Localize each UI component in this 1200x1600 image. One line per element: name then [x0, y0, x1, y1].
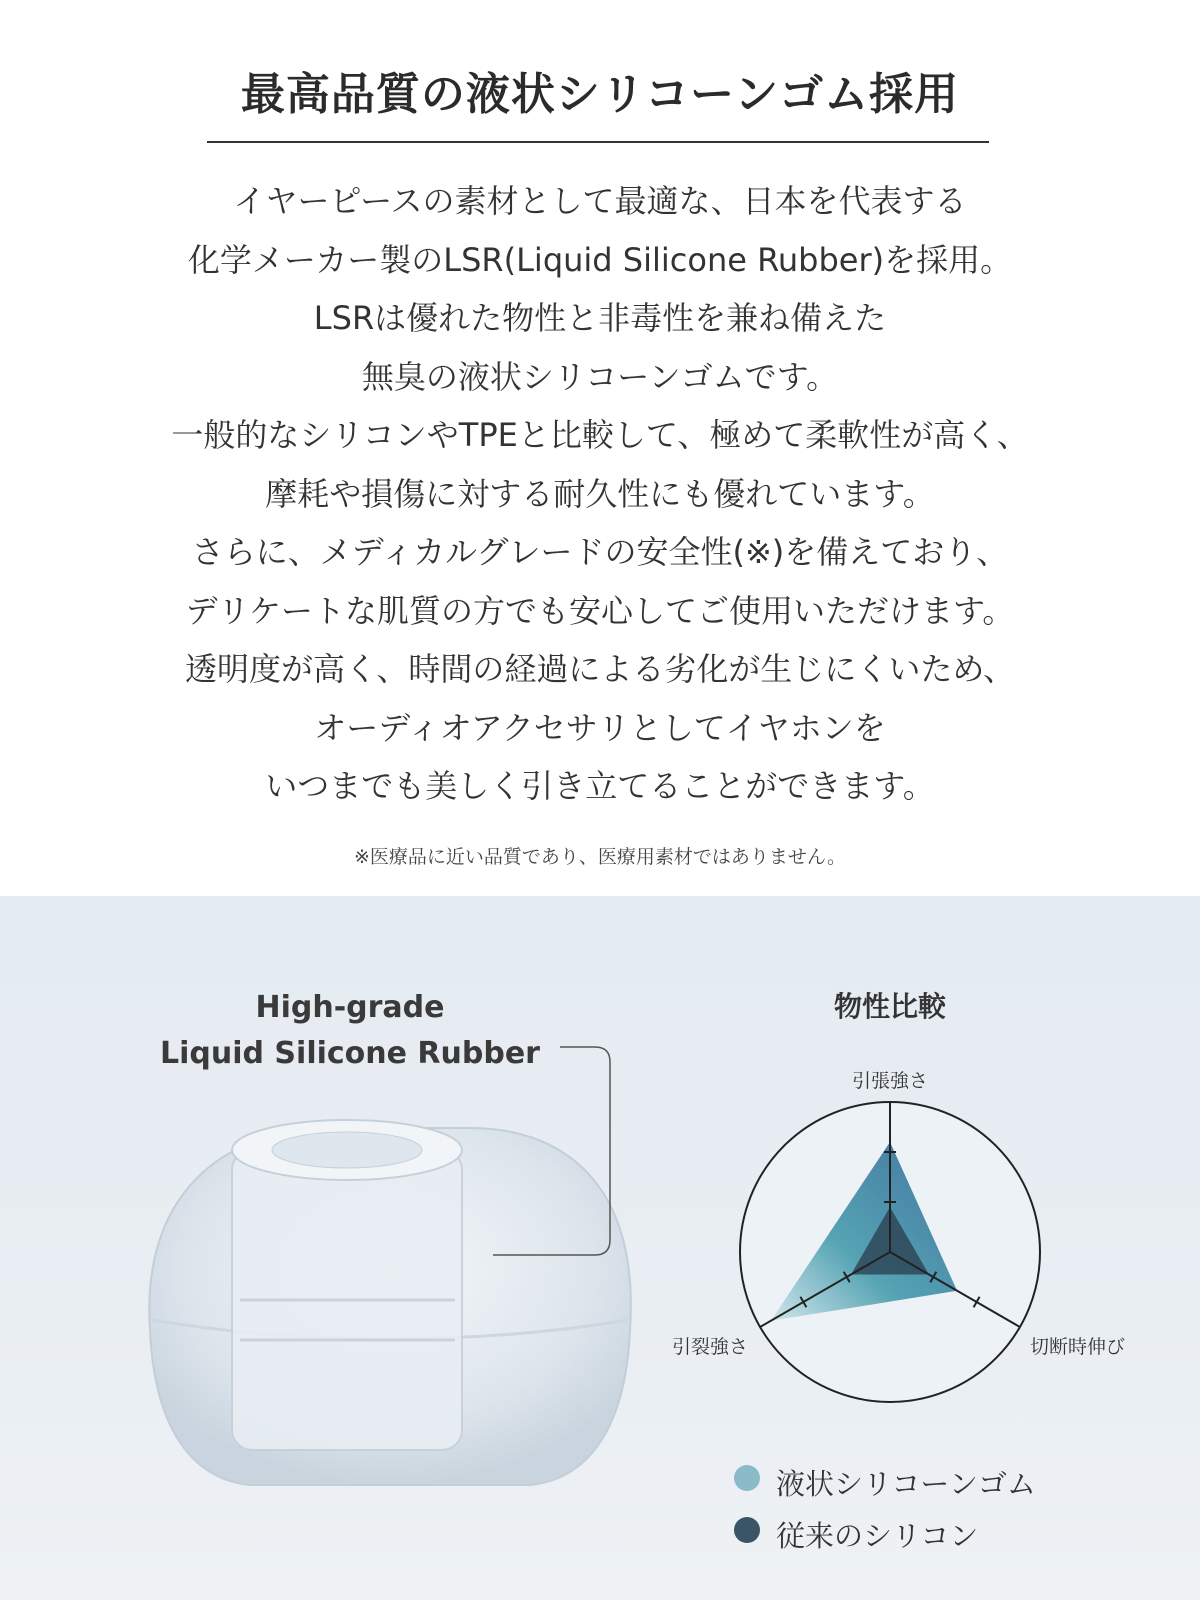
- radar-chart: [740, 1102, 1040, 1402]
- description-line: イヤーピースの素材として最適な、日本を代表する: [233, 182, 967, 220]
- legend-item-conventional: [776, 1514, 978, 1555]
- description-line: 摩耗や損傷に対する耐久性にも優れています。: [265, 474, 935, 513]
- legend-label-conventional: 従来のシリコン: [776, 1519, 979, 1553]
- description-line: さらに、メディカルグレードの安全性(※)を備えており、: [191, 533, 1009, 571]
- description-line: オーディオアクセサリとしてイヤホンを: [314, 708, 886, 747]
- axis-label-elongation: 切断時伸び: [1030, 1336, 1126, 1358]
- material-label-line1: High-grade: [255, 990, 445, 1025]
- description-line: いつまでも美しく引き立てることができます。: [265, 767, 935, 805]
- footnote: ※医療品に近い品質であり、医療用素材ではありません。: [353, 846, 847, 868]
- description-line: デリケートな肌質の方でも安心してご使用いただけます。: [185, 591, 1015, 630]
- description-line: LSRは優れた物性と非毒性を兼ね備えた: [313, 299, 887, 337]
- page-title: 最高品質の液状シリコーンゴム採用: [240, 69, 960, 120]
- material-label-line2: Liquid Silicone Rubber: [160, 1036, 540, 1071]
- material-label: [140, 985, 560, 1077]
- description-line: 化学メーカー製のLSR(Liquid Silicone Rubber)を採用。: [187, 240, 1013, 279]
- description-line: 一般的なシリコンやTPEと比較して、極めて柔軟性が高く、: [171, 416, 1029, 454]
- legend-label-lsr: 液状シリコーンゴム: [776, 1467, 1036, 1501]
- legend-swatch-conventional: [734, 1517, 760, 1543]
- legend-item-lsr: [776, 1462, 1036, 1503]
- axis-label-tensile: 引張強さ: [852, 1070, 929, 1092]
- axis-label-tear: 引裂強さ: [672, 1336, 749, 1358]
- chart-title: 物性比較: [833, 990, 946, 1023]
- eartip-image: [149, 1120, 631, 1485]
- description-line: 無臭の液状シリコーンゴムです。: [361, 357, 839, 396]
- legend-swatch-lsr: [734, 1465, 760, 1491]
- description-line: 透明度が高く、時間の経過による劣化が生じにくいため、: [184, 650, 1016, 688]
